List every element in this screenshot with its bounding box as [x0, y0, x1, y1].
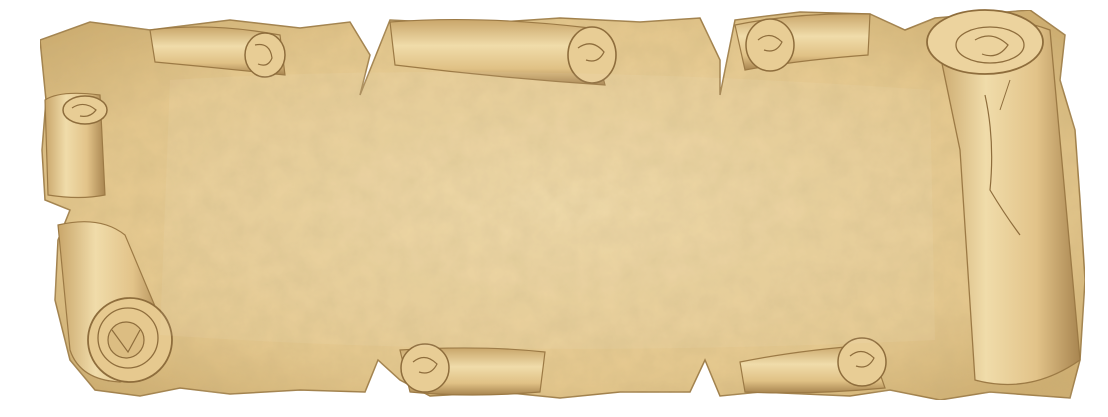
curl-bottom-center — [400, 344, 545, 395]
curl-left-upper — [45, 93, 107, 197]
parchment-shading — [160, 72, 935, 349]
